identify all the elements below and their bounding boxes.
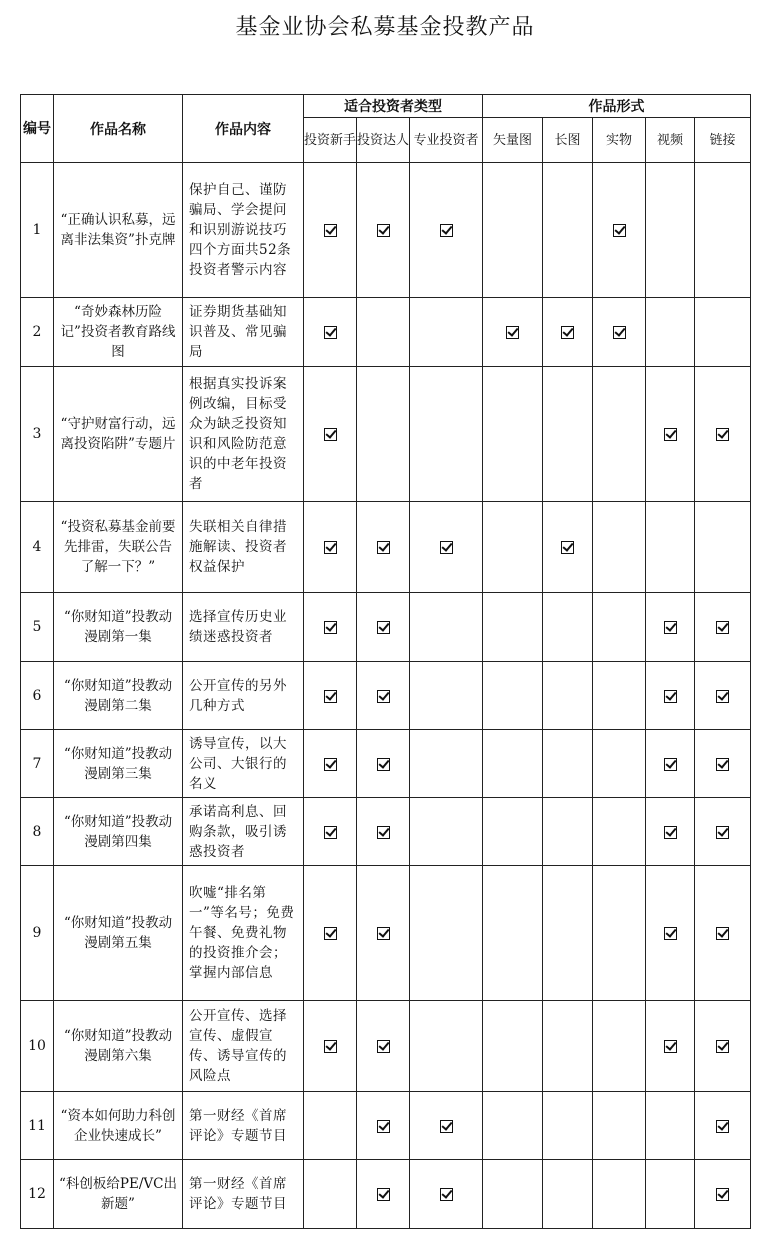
product-content: 失联相关自律措施解读、投资者权益保护 (183, 502, 304, 593)
header-form: 链接 (695, 118, 751, 163)
product-name: “你财知道”投教动漫剧第四集 (54, 798, 183, 866)
table-row (21, 1160, 751, 1229)
checkmark-icon (664, 1040, 677, 1053)
checkmark-icon (324, 927, 337, 940)
check-cell (695, 1160, 751, 1229)
product-name: “守护财富行动，远离投资陷阱”专题片 (54, 367, 183, 502)
row-number: 11 (21, 1092, 54, 1160)
check-cell (646, 367, 695, 502)
check-cell (357, 1160, 410, 1229)
product-name: “你财知道”投教动漫剧第三集 (54, 730, 183, 798)
check-cell (304, 798, 357, 866)
checkmark-icon (716, 1040, 729, 1053)
product-content: 根据真实投诉案例改编，目标受众为缺乏投资知识和风险防范意识的中老年投资者 (183, 367, 304, 502)
check-cell (543, 298, 593, 367)
check-cell (646, 1092, 695, 1160)
table-row (21, 593, 751, 662)
checkmark-icon (716, 621, 729, 634)
header-form: 视频 (646, 118, 695, 163)
checkmark-icon (377, 758, 390, 771)
page-title: 基金业协会私募基金投教产品 (235, 15, 535, 40)
check-cell (483, 1092, 543, 1160)
product-content: 第一财经《首席评论》专题节目 (183, 1092, 304, 1160)
check-cell (483, 866, 543, 1001)
check-cell (304, 662, 357, 730)
check-cell (646, 298, 695, 367)
check-cell (410, 798, 483, 866)
checkmark-icon (440, 541, 453, 554)
check-cell (483, 1160, 543, 1229)
table-row (21, 662, 751, 730)
product-name: “奇妙森林历险记”投资者教育路线图 (54, 298, 183, 367)
row-number: 12 (21, 1160, 54, 1229)
row-number: 3 (21, 367, 54, 502)
check-cell (695, 367, 751, 502)
row-number: 4 (21, 502, 54, 593)
checkmark-icon (377, 826, 390, 839)
products-table (20, 94, 751, 1229)
check-cell (646, 163, 695, 298)
checkmark-icon (324, 326, 337, 339)
checkmark-icon (613, 224, 626, 237)
check-cell (695, 798, 751, 866)
check-cell (593, 163, 646, 298)
check-cell (304, 593, 357, 662)
checkmark-icon (377, 690, 390, 703)
checkmark-icon (324, 224, 337, 237)
check-cell (593, 298, 646, 367)
check-cell (357, 502, 410, 593)
checkmark-icon (324, 826, 337, 839)
product-name: “资本如何助力科创企业快速成长” (54, 1092, 183, 1160)
product-name: “你财知道”投教动漫剧第一集 (54, 593, 183, 662)
row-number: 9 (21, 866, 54, 1001)
header-form-group: 作品形式 (483, 95, 751, 118)
check-cell (695, 502, 751, 593)
check-cell (410, 298, 483, 367)
checkmark-icon (377, 224, 390, 237)
check-cell (410, 163, 483, 298)
check-cell (304, 866, 357, 1001)
check-cell (593, 1001, 646, 1092)
check-cell (410, 1001, 483, 1092)
product-name: “你财知道”投教动漫剧第六集 (54, 1001, 183, 1092)
checkmark-icon (440, 1188, 453, 1201)
check-cell (593, 662, 646, 730)
checkmark-icon (716, 690, 729, 703)
checkmark-icon (506, 326, 519, 339)
checkmark-icon (561, 326, 574, 339)
check-cell (410, 662, 483, 730)
header-investor-type: 专业投资者 (410, 118, 483, 163)
check-cell (593, 1092, 646, 1160)
check-cell (483, 502, 543, 593)
check-cell (410, 730, 483, 798)
check-cell (410, 1092, 483, 1160)
header-name: 作品名称 (54, 95, 183, 163)
product-content: 公开宣传的另外几种方式 (183, 662, 304, 730)
check-cell (304, 367, 357, 502)
check-cell (646, 1001, 695, 1092)
check-cell (483, 163, 543, 298)
product-content: 承诺高利息、回购条款，吸引诱惑投资者 (183, 798, 304, 866)
product-name: “正确认识私募，远离非法集资”扑克牌 (54, 163, 183, 298)
check-cell (646, 798, 695, 866)
check-cell (410, 866, 483, 1001)
check-cell (543, 593, 593, 662)
checkmark-icon (440, 1120, 453, 1133)
check-cell (646, 502, 695, 593)
check-cell (543, 798, 593, 866)
row-number: 5 (21, 593, 54, 662)
check-cell (410, 367, 483, 502)
checkmark-icon (324, 541, 337, 554)
product-content: 证券期货基础知识普及、常见骗局 (183, 298, 304, 367)
check-cell (483, 367, 543, 502)
checkmark-icon (664, 826, 677, 839)
check-cell (695, 163, 751, 298)
check-cell (543, 502, 593, 593)
table-row (21, 163, 751, 298)
checkmark-icon (377, 621, 390, 634)
check-cell (695, 593, 751, 662)
check-cell (543, 163, 593, 298)
check-cell (357, 798, 410, 866)
row-number: 8 (21, 798, 54, 866)
checkmark-icon (716, 428, 729, 441)
table-row (21, 502, 751, 593)
check-cell (357, 730, 410, 798)
check-cell (695, 298, 751, 367)
header-form: 实物 (593, 118, 646, 163)
check-cell (483, 298, 543, 367)
check-cell (304, 163, 357, 298)
check-cell (304, 1092, 357, 1160)
check-cell (357, 662, 410, 730)
check-cell (695, 730, 751, 798)
check-cell (695, 1001, 751, 1092)
product-content: 吹嘘“排名第一”等名号；免费午餐、免费礼物的投资推介会；掌握内部信息 (183, 866, 304, 1001)
check-cell (304, 730, 357, 798)
check-cell (543, 1160, 593, 1229)
table-row (21, 730, 751, 798)
check-cell (483, 730, 543, 798)
checkmark-icon (664, 621, 677, 634)
check-cell (543, 866, 593, 1001)
header-investor-type: 投资达人 (357, 118, 410, 163)
header-number: 编号 (21, 95, 54, 163)
product-content: 第一财经《首席评论》专题节目 (183, 1160, 304, 1229)
check-cell (646, 1160, 695, 1229)
check-cell (357, 367, 410, 502)
checkmark-icon (324, 621, 337, 634)
check-cell (304, 502, 357, 593)
product-name: “科创板给PE/VC出新题” (54, 1160, 183, 1229)
check-cell (357, 866, 410, 1001)
check-cell (357, 163, 410, 298)
check-cell (410, 502, 483, 593)
check-cell (593, 798, 646, 866)
row-number: 2 (21, 298, 54, 367)
checkmark-icon (440, 224, 453, 237)
check-cell (304, 1001, 357, 1092)
product-name: “你财知道”投教动漫剧第二集 (54, 662, 183, 730)
check-cell (357, 593, 410, 662)
check-cell (593, 1160, 646, 1229)
product-content: 诱导宣传，以大公司、大银行的名义 (183, 730, 304, 798)
row-number: 7 (21, 730, 54, 798)
checkmark-icon (664, 758, 677, 771)
table-row (21, 367, 751, 502)
table-row (21, 866, 751, 1001)
checkmark-icon (664, 428, 677, 441)
check-cell (593, 866, 646, 1001)
product-content: 选择宣传历史业绩迷惑投资者 (183, 593, 304, 662)
checkmark-icon (664, 690, 677, 703)
check-cell (543, 662, 593, 730)
check-cell (483, 1001, 543, 1092)
checkmark-icon (324, 758, 337, 771)
table-row (21, 798, 751, 866)
check-cell (593, 502, 646, 593)
check-cell (410, 593, 483, 662)
product-content: 保护自己、谨防骗局、学会提问和识别游说技巧四个方面共52条投资者警示内容 (183, 163, 304, 298)
check-cell (410, 1160, 483, 1229)
checkmark-icon (377, 1040, 390, 1053)
check-cell (593, 367, 646, 502)
header-form: 长图 (543, 118, 593, 163)
check-cell (304, 1160, 357, 1229)
checkmark-icon (716, 826, 729, 839)
checkmark-icon (377, 1120, 390, 1133)
checkmark-icon (613, 326, 626, 339)
checkmark-icon (377, 927, 390, 940)
row-number: 10 (21, 1001, 54, 1092)
checkmark-icon (324, 428, 337, 441)
table-row (21, 1092, 751, 1160)
row-number: 6 (21, 662, 54, 730)
checkmark-icon (716, 1120, 729, 1133)
check-cell (646, 866, 695, 1001)
check-cell (695, 1092, 751, 1160)
check-cell (543, 730, 593, 798)
product-content: 公开宣传、选择宣传、虚假宣传、诱导宣传的风险点 (183, 1001, 304, 1092)
check-cell (357, 1092, 410, 1160)
checkmark-icon (716, 1188, 729, 1201)
checkmark-icon (377, 1188, 390, 1201)
check-cell (543, 367, 593, 502)
checkmark-icon (324, 690, 337, 703)
check-cell (543, 1001, 593, 1092)
row-number: 1 (21, 163, 54, 298)
header-content: 作品内容 (183, 95, 304, 163)
check-cell (646, 662, 695, 730)
check-cell (483, 798, 543, 866)
check-cell (304, 298, 357, 367)
check-cell (695, 866, 751, 1001)
header-investor-type: 投资新手 (304, 118, 357, 163)
check-cell (483, 593, 543, 662)
checkmark-icon (377, 541, 390, 554)
checkmark-icon (561, 541, 574, 554)
check-cell (646, 730, 695, 798)
check-cell (543, 1092, 593, 1160)
header-form: 矢量图 (483, 118, 543, 163)
checkmark-icon (664, 927, 677, 940)
check-cell (695, 662, 751, 730)
check-cell (593, 730, 646, 798)
table-row (21, 1001, 751, 1092)
checkmark-icon (716, 758, 729, 771)
product-name: “投资私募基金前要先排雷，失联公告了解一下？” (54, 502, 183, 593)
check-cell (357, 298, 410, 367)
checkmark-icon (324, 1040, 337, 1053)
table-row (21, 298, 751, 367)
product-name: “你财知道”投教动漫剧第五集 (54, 866, 183, 1001)
check-cell (357, 1001, 410, 1092)
check-cell (646, 593, 695, 662)
checkmark-icon (716, 927, 729, 940)
header-investor-group: 适合投资者类型 (304, 95, 483, 118)
check-cell (483, 662, 543, 730)
check-cell (593, 593, 646, 662)
